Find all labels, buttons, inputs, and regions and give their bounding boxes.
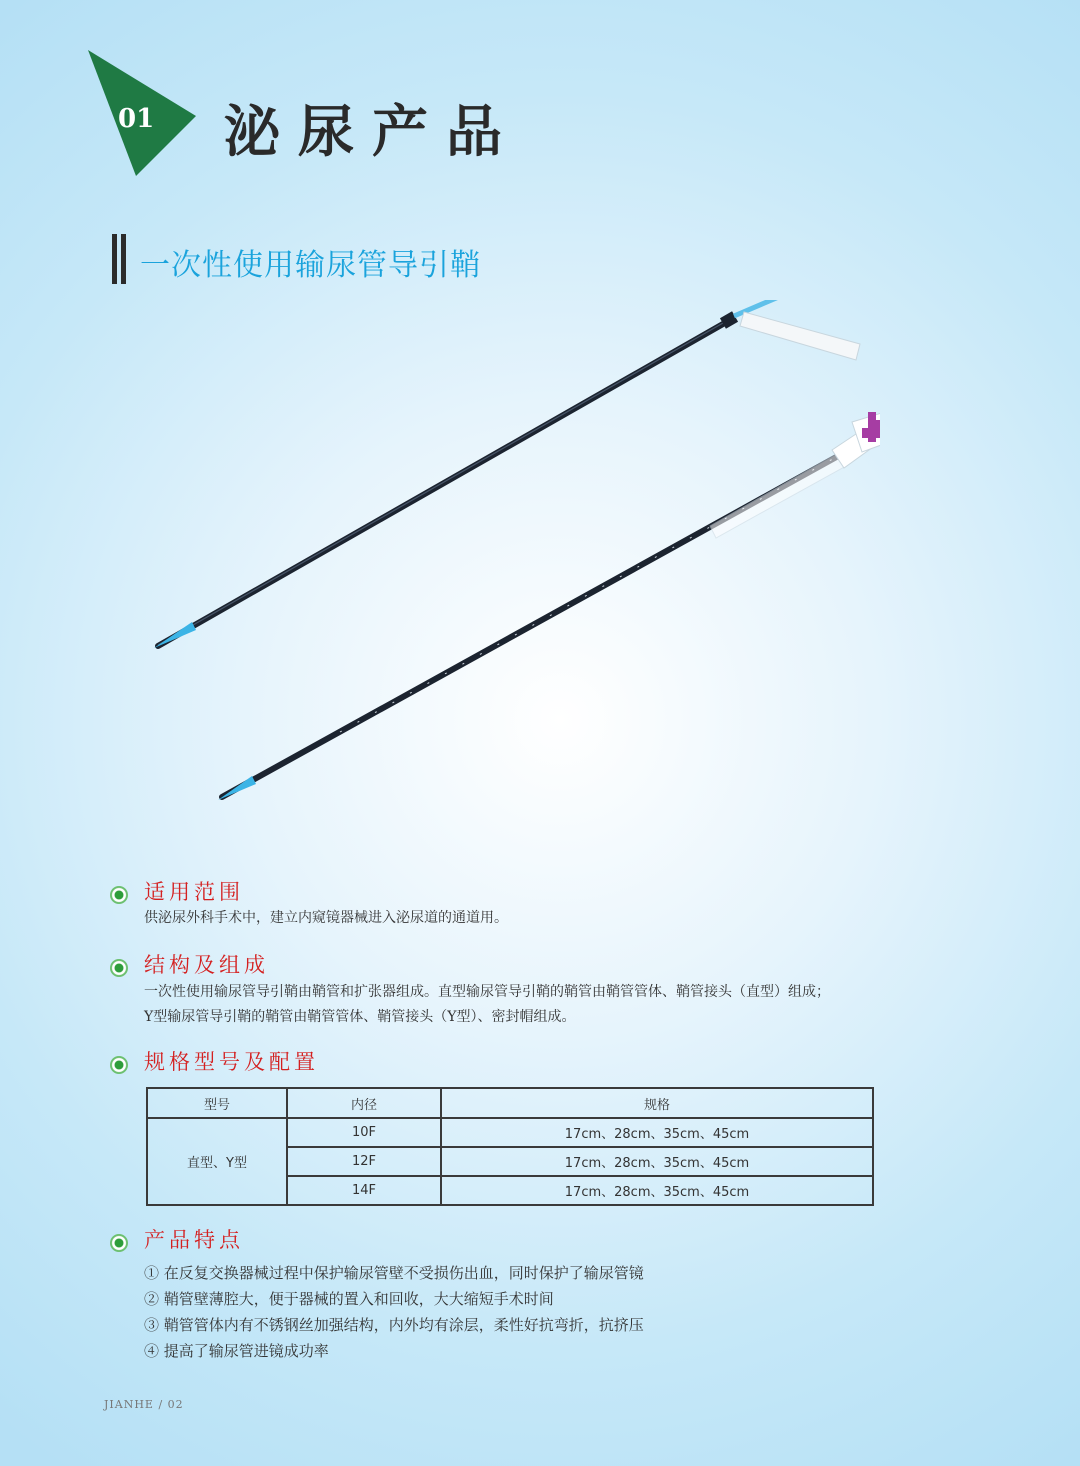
section-usage-title: 适用范围 [144,880,244,904]
section-structure-title: 结构及组成 [144,953,269,977]
usage-text: 供泌尿外科手术中，建立内窥镜器械进入泌尿道的通道用。 [144,910,508,926]
title-marker-bars [112,234,128,284]
table-cell-model: 直型、Y型 [147,1118,287,1205]
table-cell-inner: 14F [287,1176,441,1205]
y-sheath-illustration [218,408,880,800]
list-item: ② 鞘管壁薄腔大，便于器械的置入和回收，大大缩短手术时间 [144,1290,554,1308]
section-features-title: 产品特点 [144,1228,244,1252]
green-bullet-icon [110,886,128,904]
spec-table [146,1087,874,1206]
list-item: ③ 鞘管管体内有不锈钢丝加强结构，内外均有涂层，柔性好抗弯折，抗挤压 [144,1316,644,1334]
table-header-cell: 型号 [147,1088,287,1118]
green-bullet-icon [110,1234,128,1252]
product-title: 一次性使用输尿管导引鞘 [140,248,481,283]
structure-line: Y型输尿管导引鞘的鞘管由鞘管管体、鞘管接头（Y型）、密封帽组成。 [144,1009,576,1025]
table-row [147,1118,873,1147]
table-cell-spec: 17cm、28cm、35cm、45cm [441,1176,873,1205]
section-spec-title: 规格型号及配置 [144,1050,319,1074]
table-cell-inner: 12F [287,1147,441,1176]
green-bullet-icon [110,959,128,977]
list-item: ① 在反复交换器械过程中保护输尿管壁不受损伤出血，同时保护了输尿管镜 [144,1264,644,1282]
structure-line: 一次性使用输尿管导引鞘由鞘管和扩张器组成。直型输尿管导引鞘的鞘管由鞘管管体、鞘管接头（直型）组成； [144,984,830,1000]
page-footer: JIANHE / 02 [104,1398,184,1411]
chapter-title: 泌尿产品 [224,100,520,165]
list-item: ④ 提高了输尿管进镜成功率 [144,1342,329,1360]
table-cell-inner: 10F [287,1118,441,1147]
ureteral-sheath-product-image [140,300,880,820]
chapter-number: 01 [118,104,155,134]
features-list [144,1260,644,1364]
straight-sheath-illustration [154,300,860,648]
table-header-cell: 规格 [441,1088,873,1118]
green-bullet-icon [110,1056,128,1074]
structure-text [144,980,830,1030]
table-header-row [147,1088,873,1118]
table-cell-spec: 17cm、28cm、35cm、45cm [441,1147,873,1176]
table-cell-spec: 17cm、28cm、35cm、45cm [441,1118,873,1147]
table-header-cell: 内径 [287,1088,441,1118]
